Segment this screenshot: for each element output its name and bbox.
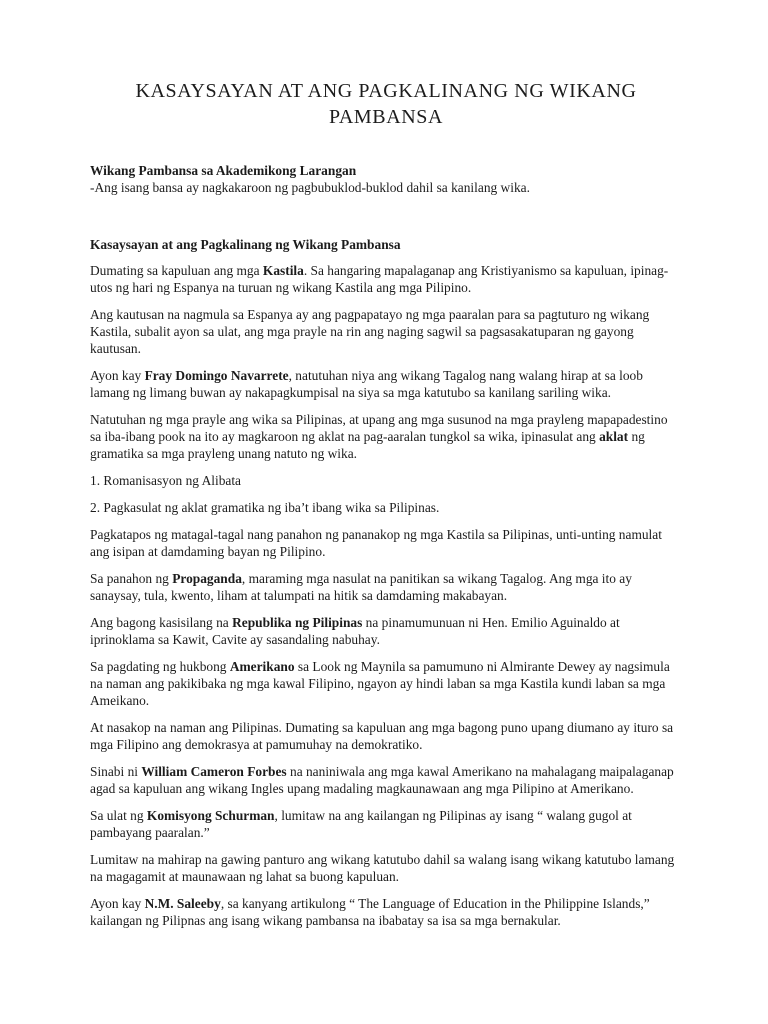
list-item: 1. Romanisasyon ng Alibata — [90, 473, 242, 488]
section-heading-academic: Wikang Pambansa sa Akademikong Larangan — [90, 163, 357, 178]
paragraph: Sa ulat ng Komisyong Schurman, lumitaw na ang kailangan ng Pilipinas ay isang “ walang gugol at pambayang paaralan.” — [90, 808, 632, 840]
paragraph: Sa pagdating ng hukbong Amerikano sa Look ng Maynila sa pamumuno ni Almirante Dewey ay nagsimula na naman ang pakikibaka ng mga kawal Filipino, ngayon ay hindi laban sa mga Kastila kundi laban sa mga Ameikano. — [90, 659, 670, 708]
list-item: 2. Pagkasulat ng aklat gramatika ng iba’t ibang wika sa Pilipinas. — [90, 500, 440, 515]
document-title: KASAYSAYAN AT ANG PAGKALINANG NG WIKANG PAMBANSA — [135, 80, 637, 128]
paragraph: Lumitaw na mahirap na gawing panturo ang wikang katutubo dahil sa walang isang wikang katutubo lamang na magagamit at maunawaan ng lahat sa buong kapuluan. — [90, 852, 675, 884]
paragraph: Natutuhan ng mga prayle ang wika sa Pilipinas, at upang ang mga susunod na mga prayleng mapapadestino sa iba-ibang pook na ito ay magkaroon ng aklat na pag-aaralan tungkol sa wika, ipinasulat ang aklat ng gramatika sa mga prayleng unang natuto ng wika. — [90, 412, 668, 461]
paragraph: Sa panahon ng Propaganda, maraming mga nasulat na panitikan sa wikang Tagalog. Ang mga ito ay sanaysay, tula, kwento, liham at talumpati na hitik sa damdaming makabayan. — [90, 571, 632, 603]
section-academic — [90, 162, 682, 196]
paragraph: Dumating sa kapuluan ang mga Kastila. Sa hangaring mapalaganap ang Kristiyanismo sa kapuluan, ipinag-utos ng hari ng Espanya na turuan ng wikang Kastila ang mga Pilipino. — [90, 263, 669, 295]
paragraph: Ang kautusan na nagmula sa Espanya ay ang pagpapatayo ng mga paaralan para sa pagtuturo ng wikang Kastila, subalit ayon sa ulat, ang mga prayle na rin ang naging sagwil sa pagsasakatuparan ng gayong kautusan. — [90, 307, 650, 356]
paragraph: Sinabi ni William Cameron Forbes na naniniwala ang mga kawal Amerikano na mahalagang maipalaganap agad sa kapuluan ang wikang Ingles upang madaling magkaunawaan ang mga Pilipino at Amerikano. — [90, 764, 674, 796]
paragraph: Ang bagong kasisilang na Republika ng Pilipinas na pinamumunuan ni Hen. Emilio Aguinaldo at iprinoklama sa Kawit, Cavite ay sasandaling nabuhay. — [90, 615, 620, 647]
paragraph: At nasakop na naman ang Pilipinas. Dumating sa kapuluan ang mga bagong puno upang diumano ay ituro sa mga Filipino ang demokrasya at pamumuhay na demokratiko. — [90, 720, 674, 752]
paragraph: Pagkatapos ng matagal-tagal nang panahon ng pananakop ng mga Kastila sa Pilipinas, unti-unting namulat ang isipan at damdaming bayan ng Pilipino. — [90, 527, 662, 559]
section-history — [90, 236, 682, 929]
section-text-academic: -Ang isang bansa ay nagkakaroon ng pagbubuklod-buklod dahil sa kanilang wika. — [90, 180, 530, 195]
document-page — [90, 78, 682, 939]
section-heading-history: Kasaysayan at ang Pagkalinang ng Wikang Pambansa — [90, 237, 401, 252]
paragraph: Ayon kay Fray Domingo Navarrete, natutuhan niya ang wikang Tagalog nang walang hirap at sa loob lamang ng limang buwan ay nakapagkumpisal na siya sa mga katutubo sa kanilang sariling wika. — [90, 368, 643, 400]
paragraph: Ayon kay N.M. Saleeby, sa kanyang artikulong “ The Language of Education in the Philippine Islands,” kailangan ng Pilipnas ang isang wikang pambansa na ibabatay sa isa sa mga bernakular. — [90, 896, 650, 928]
